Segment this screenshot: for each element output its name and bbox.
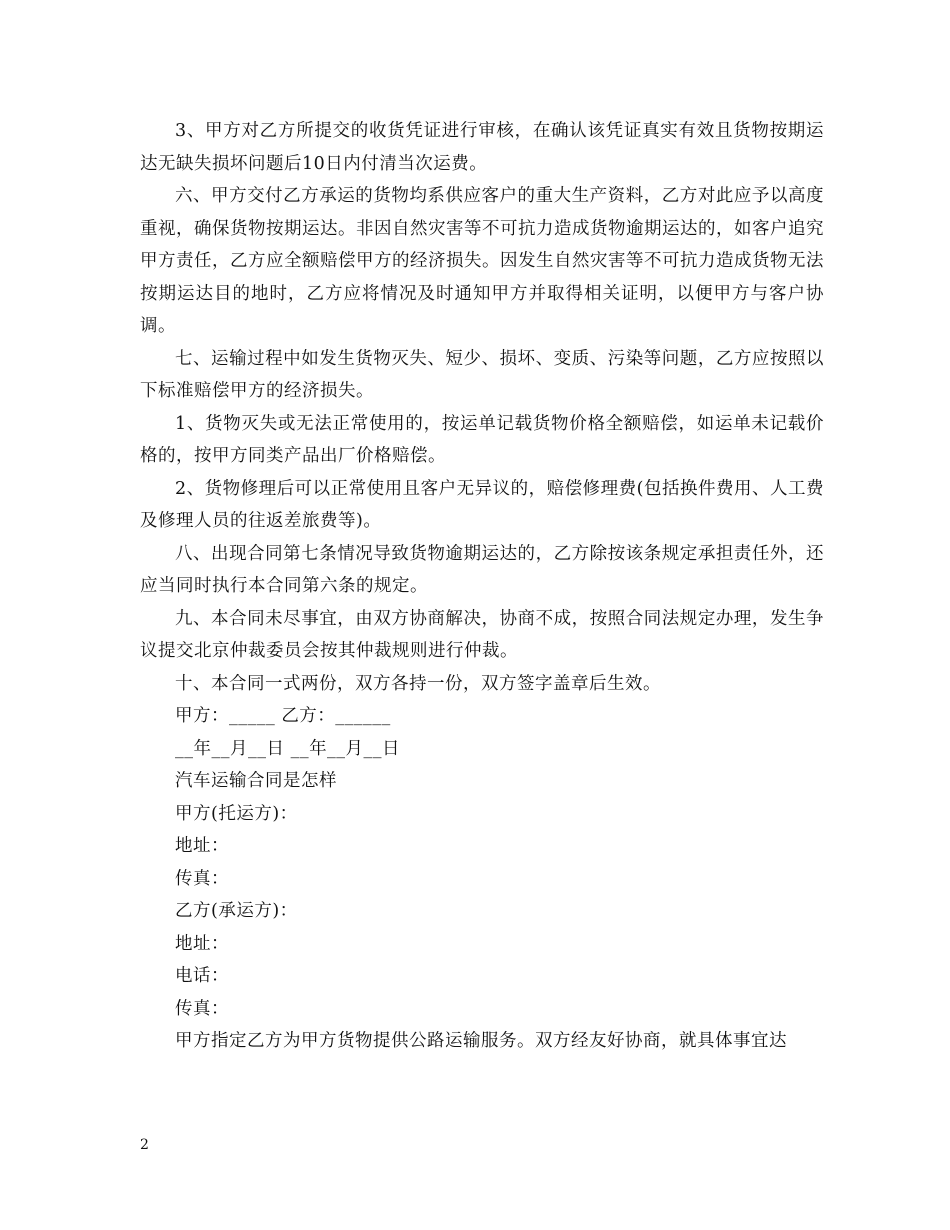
clause-3-payment-review: 3、甲方对乙方所提交的收货凭证进行审核，在确认该凭证真实有效且货物按期运达无缺失损坏问题后10日内付清当次运费。: [140, 121, 824, 174]
party-b-fax: 传真：: [175, 998, 229, 1019]
party-a-fax: 传真：: [175, 868, 229, 889]
date-line: __年__月__日 __年__月__日: [175, 738, 401, 759]
section-heading: 汽车运输合同是怎样: [175, 771, 337, 791]
signature-line: 甲方：_____ 乙方：______: [175, 706, 391, 726]
clause-7-item-2: 2、货物修理后可以正常使用且客户无异议的，赔偿修理费(包括换件费用、人工费及修理人员的往返差旅费等)。: [140, 478, 824, 531]
contract-intro: 甲方指定乙方为甲方货物提供公路运输服务。双方经友好协商，就具体事宜达: [175, 1031, 787, 1051]
clause-10-copies: 十、本合同一式两份，双方各持一份，双方签字盖章后生效。: [175, 673, 661, 694]
party-a-label: 甲方(托运方)：: [175, 803, 298, 824]
party-b-phone: 电话：: [175, 966, 229, 986]
clause-8-delay: 八、出现合同第七条情况导致货物逾期运达的，乙方除按该条规定承担责任外，还应当同时执行本合同第六条的规定。: [140, 543, 824, 596]
party-b-label: 乙方(承运方)：: [175, 901, 298, 921]
clause-7-loss-compensation: 七、运输过程中如发生货物灭失、短少、损坏、变质、污染等问题，乙方应按照以下标准赔偿甲方的经济损失。: [140, 348, 824, 401]
clause-9-dispute: 九、本合同未尽事宜，由双方协商解决，协商不成，按照合同法规定办理，发生争议提交北京仲裁委员会按其仲裁规则进行仲裁。: [140, 608, 824, 661]
clause-7-item-1: 1、货物灭失或无法正常使用的，按运单记载货物价格全额赔偿，如运单未记载价格的，按甲方同类产品出厂价格赔偿。: [140, 413, 824, 466]
document-body: [140, 115, 824, 1058]
clause-6-delivery-obligation: 六、甲方交付乙方承运的货物均系供应客户的重大生产资料，乙方对此应予以高度重视，确保货物按期运达。非因自然灾害等不可抗力造成货物逾期运达的，如客户追究甲方责任，乙方应全额赔偿甲方的经济损失。因发生自然灾害等不可抗力造成货物无法按期运达目的地时，乙方应将情况及时通知甲方并取得相关证明，以便甲方与客户协调。: [140, 186, 824, 336]
party-b-address: 地址：: [175, 933, 229, 954]
party-a-address: 地址：: [175, 836, 229, 856]
page-number: 2: [140, 1137, 149, 1153]
